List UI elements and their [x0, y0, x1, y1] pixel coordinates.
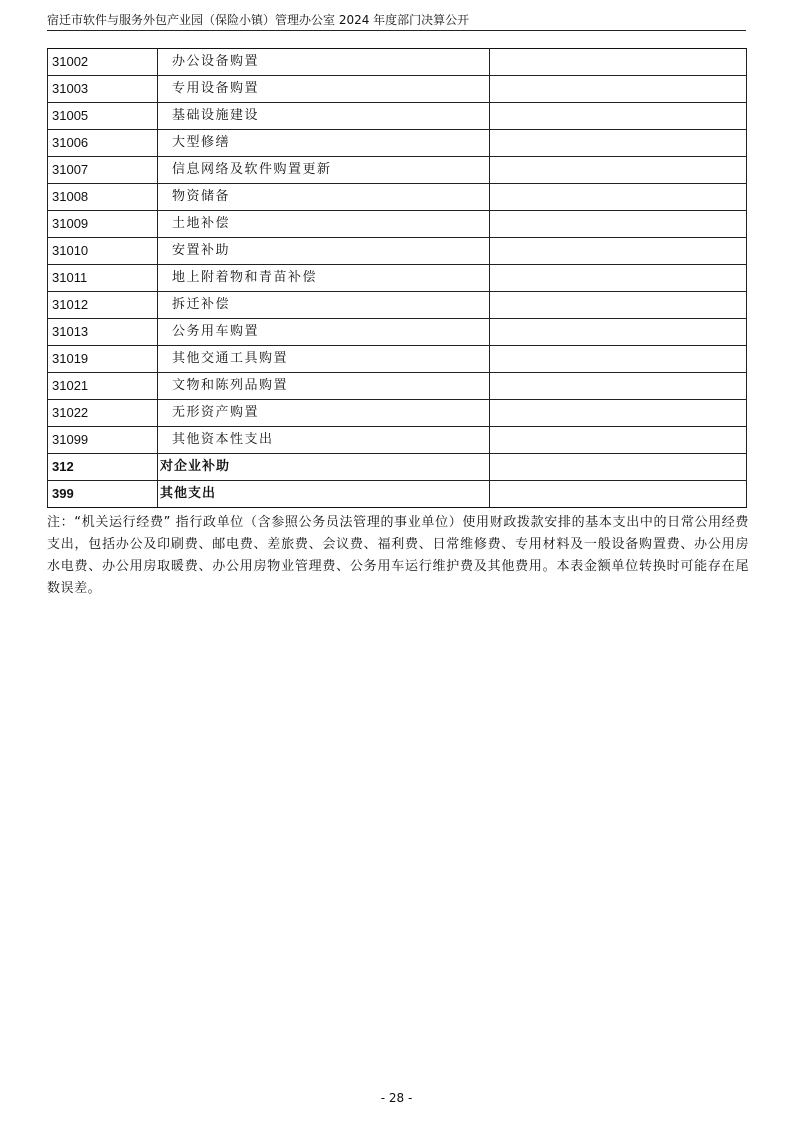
- row-code: 399: [48, 481, 158, 508]
- row-name: 文物和陈列品购置: [158, 373, 490, 400]
- row-value: [490, 130, 747, 157]
- row-code: 31007: [48, 157, 158, 184]
- table-row: [48, 76, 747, 103]
- row-code: 31012: [48, 292, 158, 319]
- table-row: [48, 157, 747, 184]
- expenditure-table-body: [48, 49, 747, 508]
- row-code: 31013: [48, 319, 158, 346]
- header-divider: [47, 30, 746, 31]
- table-footnote: 注：“机关运行经费” 指行政单位（含参照公务员法管理的事业单位）使用财政拨款安排的基本支出中的日常公用经费支出，包括办公及印刷费、邮电费、差旅费、会议费、福利费、日常维修费、专用材料及一般设备购置费、办公用房水电费、办公用房取暖费、办公用房物业管理费、公务用车运行维护费及其他费用。本表金额单位转换时可能存在尾数误差。: [47, 515, 749, 596]
- row-value: [490, 319, 747, 346]
- row-code: 31003: [48, 76, 158, 103]
- row-name: 安置补助: [158, 238, 490, 265]
- row-name: 信息网络及软件购置更新: [158, 157, 490, 184]
- table-row: [48, 238, 747, 265]
- row-name: 地上附着物和青苗补偿: [158, 265, 490, 292]
- row-name: 办公设备购置: [158, 49, 490, 76]
- row-value: [490, 103, 747, 130]
- table-row: [48, 184, 747, 211]
- row-code: 31022: [48, 400, 158, 427]
- row-value: [490, 49, 747, 76]
- page-number: - 28 -: [380, 1091, 413, 1105]
- row-name: 其他支出: [158, 481, 490, 508]
- table-row: [48, 103, 747, 130]
- row-value: [490, 373, 747, 400]
- row-name: 无形资产购置: [158, 400, 490, 427]
- row-code: 31006: [48, 130, 158, 157]
- table-row: [48, 130, 747, 157]
- row-code: 31019: [48, 346, 158, 373]
- row-code: 31002: [48, 49, 158, 76]
- row-name: 其他交通工具购置: [158, 346, 490, 373]
- row-value: [490, 238, 747, 265]
- row-value: [490, 265, 747, 292]
- table-row: [48, 346, 747, 373]
- page-header-title: 宿迁市软件与服务外包产业园（保险小镇）管理办公室 2024 年度部门决算公开: [47, 13, 470, 27]
- table-row: [48, 49, 747, 76]
- table-row: [48, 454, 747, 481]
- row-code: 31009: [48, 211, 158, 238]
- row-name: 大型修缮: [158, 130, 490, 157]
- row-value: [490, 481, 747, 508]
- table-row: [48, 265, 747, 292]
- row-code: 31010: [48, 238, 158, 265]
- row-code: 31005: [48, 103, 158, 130]
- row-name: 拆迁补偿: [158, 292, 490, 319]
- row-name: 公务用车购置: [158, 319, 490, 346]
- row-value: [490, 427, 747, 454]
- row-value: [490, 400, 747, 427]
- row-name: 其他资本性支出: [158, 427, 490, 454]
- row-name: 基础设施建设: [158, 103, 490, 130]
- row-value: [490, 292, 747, 319]
- table-row: [48, 481, 747, 508]
- table-row: [48, 292, 747, 319]
- table-row: [48, 319, 747, 346]
- row-name: 物资储备: [158, 184, 490, 211]
- row-value: [490, 454, 747, 481]
- row-name: 专用设备购置: [158, 76, 490, 103]
- row-name: 对企业补助: [158, 454, 490, 481]
- table-row: [48, 373, 747, 400]
- row-code: 31011: [48, 265, 158, 292]
- row-value: [490, 346, 747, 373]
- row-code: 312: [48, 454, 158, 481]
- expenditure-table: [47, 48, 747, 508]
- row-code: 31021: [48, 373, 158, 400]
- row-value: [490, 76, 747, 103]
- table-row: [48, 400, 747, 427]
- row-value: [490, 157, 747, 184]
- table-row: [48, 211, 747, 238]
- row-name: 土地补偿: [158, 211, 490, 238]
- row-code: 31099: [48, 427, 158, 454]
- row-value: [490, 211, 747, 238]
- row-code: 31008: [48, 184, 158, 211]
- row-value: [490, 184, 747, 211]
- table-row: [48, 427, 747, 454]
